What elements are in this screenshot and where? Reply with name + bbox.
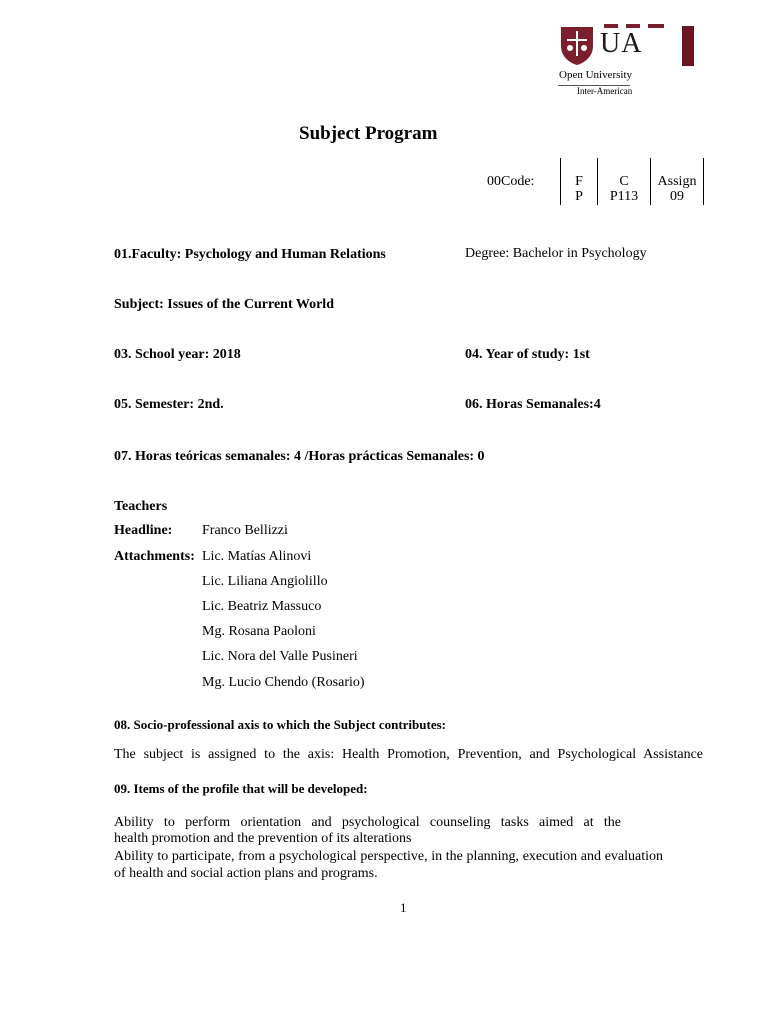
university-logo xyxy=(556,22,706,102)
degree-field: Degree: Bachelor in Psychology xyxy=(465,246,647,261)
section-09-heading: 09. Items of the profile that will be developed: xyxy=(114,781,368,796)
year-of-study-field: 04. Year of study: 1st xyxy=(465,347,590,362)
profile-item-1-line2: health promotion and the prevention of its alterations xyxy=(114,831,412,846)
section-08-text: The subject is assigned to the axis: Health Promotion, Prevention, and Psychological Assistance xyxy=(114,747,703,762)
attachment-teacher: Lic. Beatriz Massuco xyxy=(202,599,322,614)
headline-teacher: Franco Bellizzi xyxy=(202,523,288,538)
code-table-divider xyxy=(703,158,704,205)
code-cell: F xyxy=(575,174,583,189)
code-cell: P113 xyxy=(609,189,639,204)
section-08-heading: 08. Socio-professional axis to which the Subject contributes: xyxy=(114,717,446,732)
logo-brand-block xyxy=(682,26,694,66)
page-title: Subject Program xyxy=(299,123,438,144)
semester-field: 05. Semester: 2nd. xyxy=(114,397,224,412)
attachments-label: Attachments: xyxy=(114,549,195,564)
code-cell: 09 xyxy=(670,189,684,204)
profile-item-1-line1: Ability to perform orientation and psychological counseling tasks aimed at the xyxy=(114,815,621,830)
attachment-teacher: Lic. Nora del Valle Pusineri xyxy=(202,649,358,664)
weekly-hours-field: 06. Horas Semanales:4 xyxy=(465,397,601,412)
attachment-teacher: Mg. Rosana Paoloni xyxy=(202,624,316,639)
code-cell: P xyxy=(575,189,583,204)
headline-label: Headline: xyxy=(114,523,173,538)
attachment-teacher: Lic. Liliana Angiolillo xyxy=(202,574,328,589)
page-number: 1 xyxy=(400,900,407,915)
school-year-field: 03. School year: 2018 xyxy=(114,347,241,362)
profile-item-2: Ability to participate, from a psychological perspective, in the planning, execution and evaluation of health and social action plans and programs. xyxy=(114,849,663,881)
shield-icon xyxy=(560,26,594,66)
logo-university-subtitle: Inter-American xyxy=(577,86,633,96)
attachment-teacher: Mg. Lucio Chendo (Rosario) xyxy=(202,675,365,690)
subject-field: Subject: Issues of the Current World xyxy=(114,297,334,312)
teachers-heading: Teachers xyxy=(114,499,168,514)
logo-university-name: Open University xyxy=(559,69,633,81)
faculty-field: 01.Faculty: Psychology and Human Relations xyxy=(114,247,386,262)
code-cell: Assign xyxy=(657,174,697,189)
attachment-teacher: Lic. Matías Alinovi xyxy=(202,549,312,564)
code-label: 00Code: xyxy=(487,174,535,189)
logo-letters: UA xyxy=(600,28,643,59)
theory-practice-hours-field: 07. Horas teóricas semanales: 4 /Horas prácticas Semanales: 0 xyxy=(114,449,485,464)
code-cell: C xyxy=(619,174,629,189)
